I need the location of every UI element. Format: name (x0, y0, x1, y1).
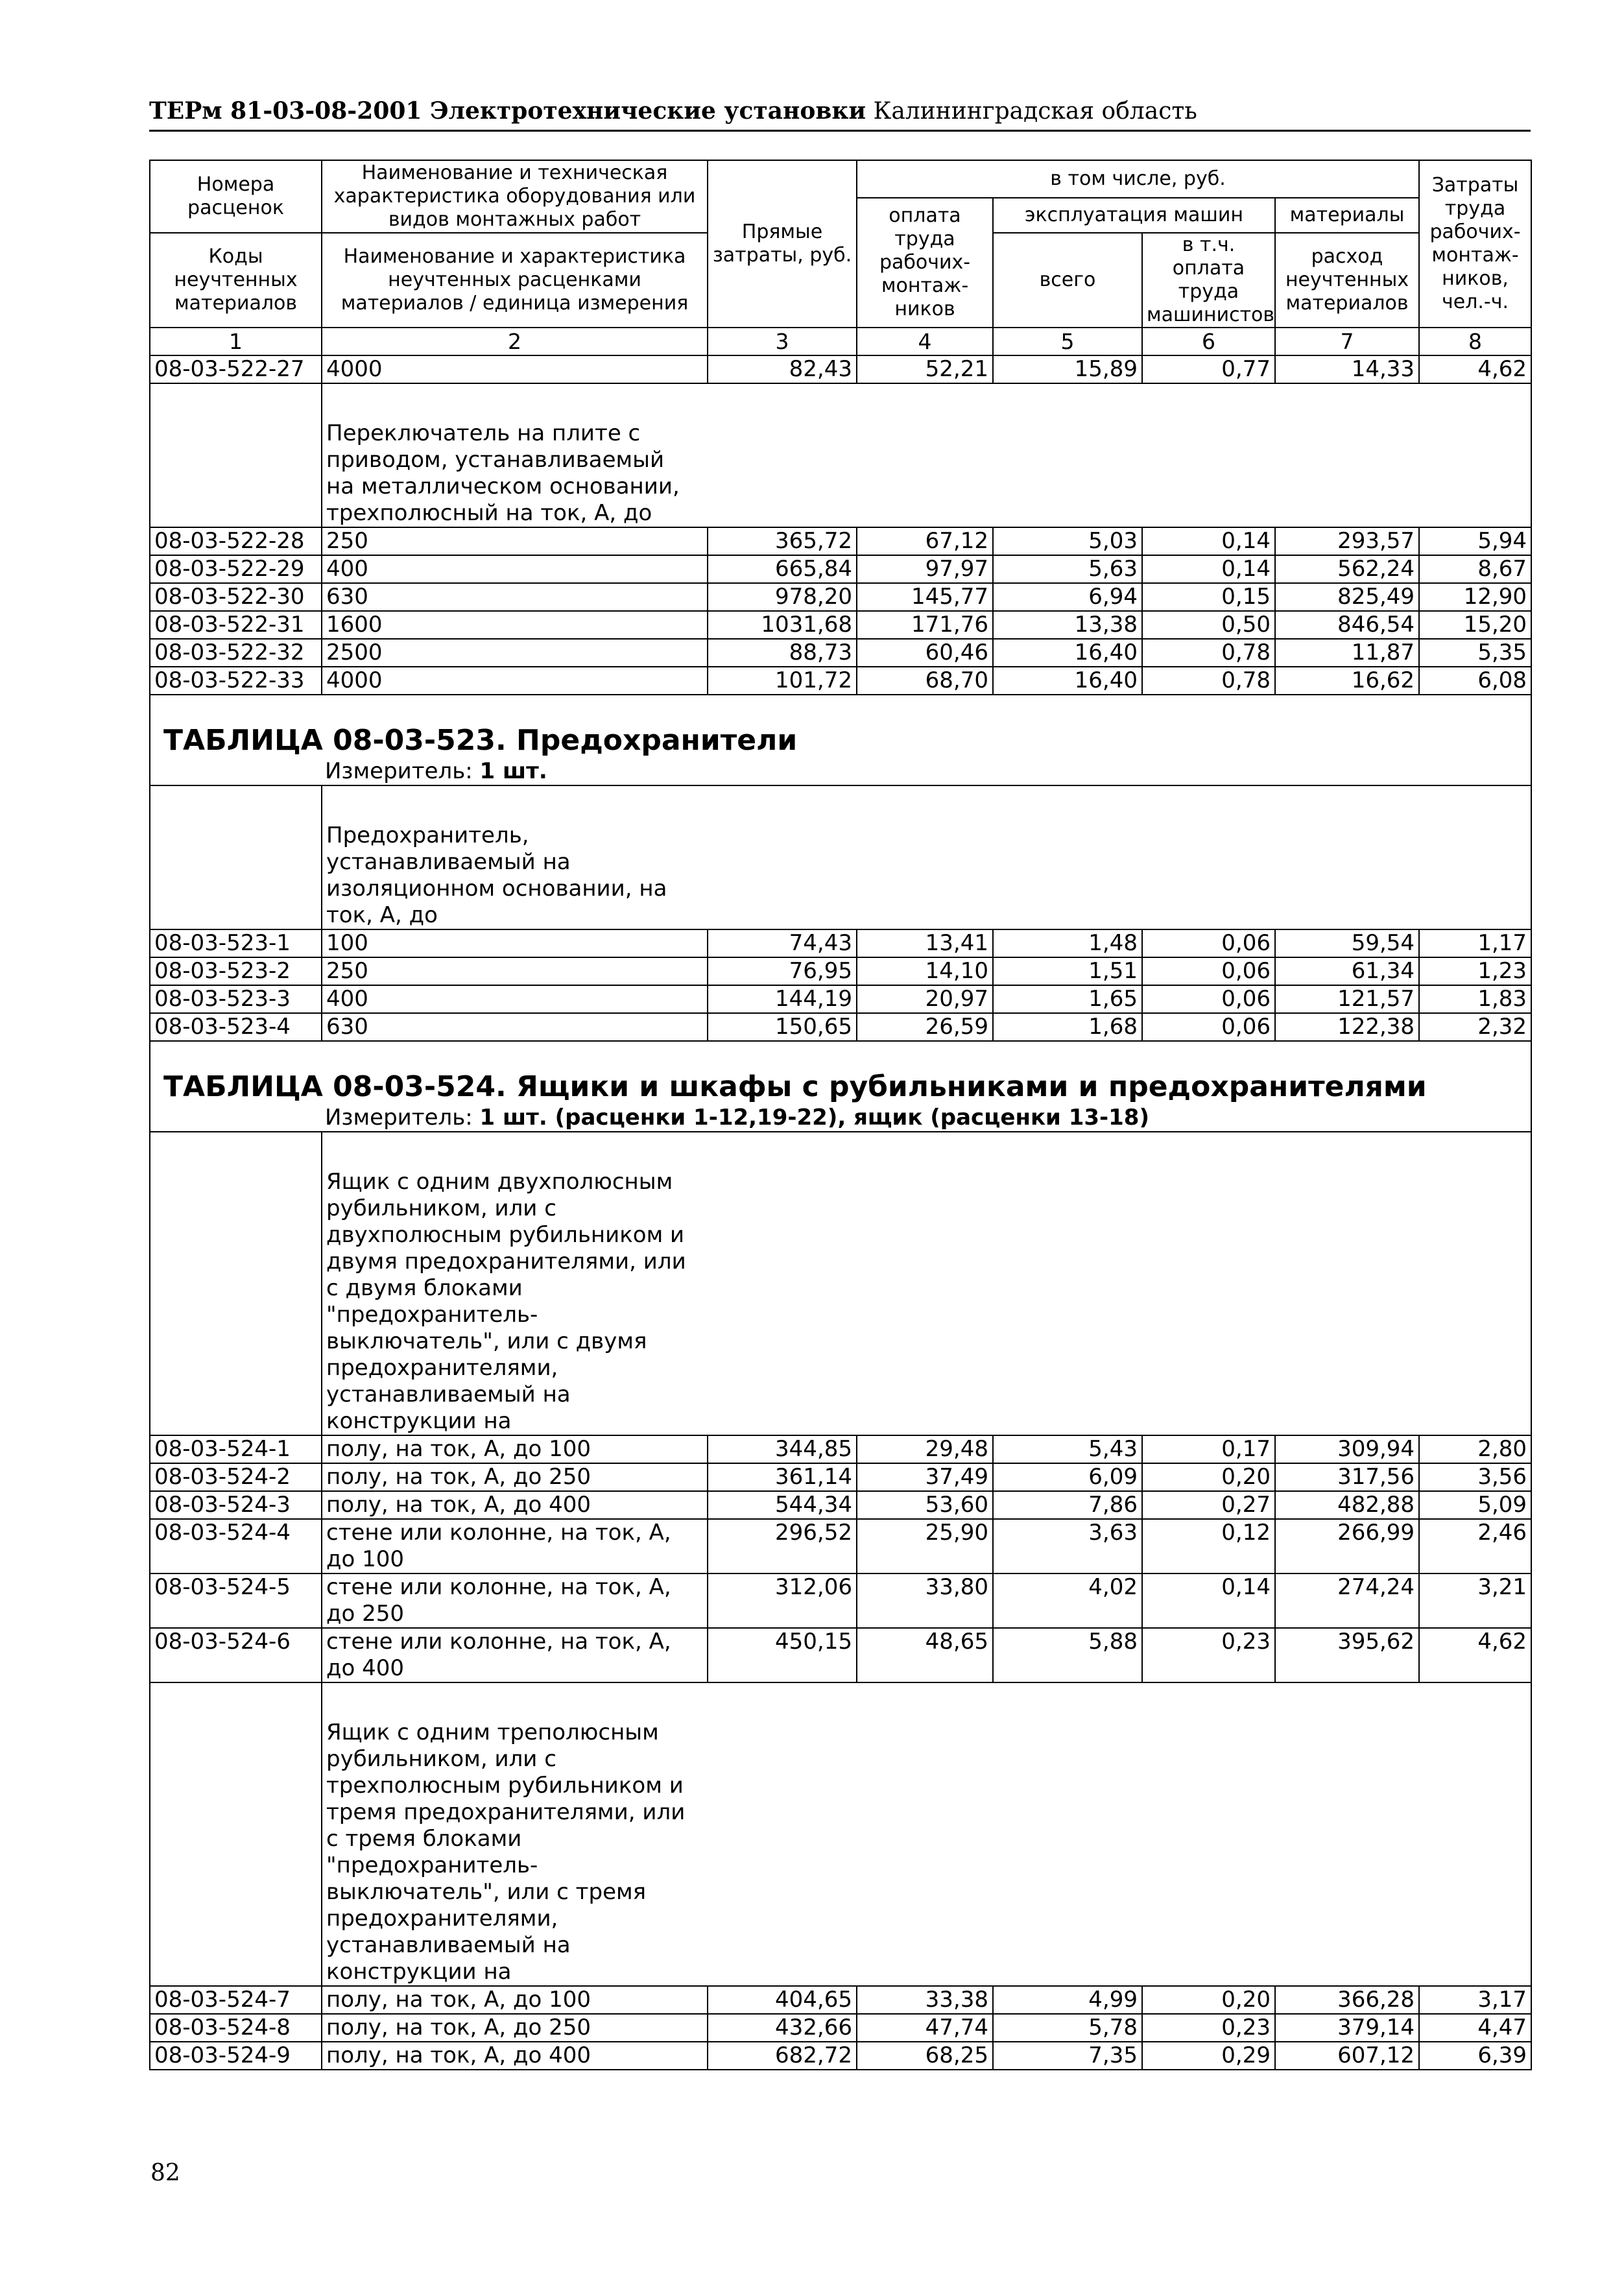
group-description: Ящик с одним двухполюсным рубильником, или с двухполюсным рубильником и двумя предохранителями, или с двумя блоками "предохранитель-выключатель", или с двумя предохранителями, устанавливаемый на конструкции на (326, 1169, 686, 1434)
table-row (150, 2014, 1531, 2042)
rate-value: 5,03 (993, 527, 1142, 555)
rate-value: 312,06 (708, 1573, 857, 1628)
rate-value: 12,90 (1419, 583, 1531, 611)
rate-value: 1,23 (1419, 957, 1531, 985)
table-row (150, 611, 1531, 639)
group-code-cell (150, 1132, 322, 1435)
table-title: ТАБЛИЦА 08-03-523. Предохранители (163, 724, 798, 757)
page-header (149, 97, 1531, 132)
rate-name: полу, на ток, А, до 100 (322, 1435, 708, 1463)
table-row (150, 929, 1531, 957)
rate-value: 1,51 (993, 957, 1142, 985)
rate-value: 1031,68 (708, 611, 857, 639)
table-row (150, 1628, 1531, 1682)
rate-name: 400 (322, 555, 708, 583)
rate-value: 6,39 (1419, 2042, 1531, 2070)
rate-name: полу, на ток, А, до 400 (322, 1491, 708, 1519)
rate-value: 395,62 (1275, 1628, 1419, 1682)
rate-value: 344,85 (708, 1435, 857, 1463)
rate-code: 08-03-523-2 (150, 957, 322, 985)
measure-value: 1 шт. (расценки 1-12,19-22), ящик (расценки 13-18) (479, 1105, 1149, 1131)
rate-code: 08-03-522-32 (150, 639, 322, 667)
rate-name: 250 (322, 527, 708, 555)
group-description: Предохранитель, устанавливаемый на изоляционном основании, на ток, А, до (326, 822, 667, 928)
rate-code: 08-03-524-3 (150, 1491, 322, 1519)
rate-value: 1,65 (993, 985, 1142, 1013)
rate-value: 16,40 (993, 639, 1142, 667)
column-number: 6 (1142, 328, 1275, 355)
table-row (150, 583, 1531, 611)
group-code-cell (150, 383, 322, 527)
rate-value: 14,33 (1275, 355, 1419, 383)
table-row (150, 1463, 1531, 1491)
rate-value: 0,20 (1142, 1463, 1275, 1491)
rate-value: 4,47 (1419, 2014, 1531, 2042)
column-number: 8 (1419, 328, 1531, 355)
rate-name: полу, на ток, А, до 100 (322, 1986, 708, 2014)
col-header-codes-top: Номера расценок (150, 160, 322, 233)
rate-value: 5,09 (1419, 1491, 1531, 1519)
table-row (150, 1573, 1531, 1628)
rate-value: 0,23 (1142, 2014, 1275, 2042)
group-code-cell (150, 1682, 322, 1986)
rate-value: 14,10 (857, 957, 993, 985)
measure-row (150, 1104, 1531, 1132)
rate-value: 266,99 (1275, 1519, 1419, 1573)
rate-value: 0,78 (1142, 667, 1275, 695)
rate-value: 144,19 (708, 985, 857, 1013)
col-header-labor-hours: Затраты труда рабочих-монтаж-ников, чел.-ч. (1419, 160, 1531, 328)
rate-value: 3,63 (993, 1519, 1142, 1573)
rate-value: 0,14 (1142, 555, 1275, 583)
rate-name: 4000 (322, 355, 708, 383)
rate-name: 4000 (322, 667, 708, 695)
rate-value: 33,80 (857, 1573, 993, 1628)
rate-value: 562,24 (1275, 555, 1419, 583)
table-row (150, 1435, 1531, 1463)
col-header-machines: эксплуатация машин (993, 198, 1275, 233)
rate-name: стене или колонне, на ток, А, до 100 (322, 1519, 708, 1573)
rate-value: 0,06 (1142, 1013, 1275, 1041)
section-title-row (150, 1057, 1531, 1104)
measure-unit (325, 1104, 1527, 1131)
table-row (150, 555, 1531, 583)
rate-code: 08-03-524-5 (150, 1573, 322, 1628)
rate-code: 08-03-524-1 (150, 1435, 322, 1463)
rate-code: 08-03-523-4 (150, 1013, 322, 1041)
col-header-name-top: Наименование и техническая характеристика оборудования или видов монтажных работ (322, 160, 708, 233)
rate-code: 08-03-524-2 (150, 1463, 322, 1491)
rate-value: 2,46 (1419, 1519, 1531, 1573)
rate-code: 08-03-524-8 (150, 2014, 322, 2042)
rate-value: 37,49 (857, 1463, 993, 1491)
rate-code: 08-03-522-33 (150, 667, 322, 695)
column-number: 1 (150, 328, 322, 355)
column-number: 4 (857, 328, 993, 355)
measure-value: 1 шт. (479, 758, 547, 784)
rate-value: 482,88 (1275, 1491, 1419, 1519)
rate-value: 0,77 (1142, 355, 1275, 383)
col-header-machinist-pay: в т.ч. оплата труда машинистов (1142, 233, 1275, 328)
rate-value: 59,54 (1275, 929, 1419, 957)
main-content (149, 160, 1531, 2070)
rate-value: 544,34 (708, 1491, 857, 1519)
rate-value: 5,35 (1419, 639, 1531, 667)
col-header-including: в том числе, руб. (857, 160, 1419, 198)
column-number: 7 (1275, 328, 1419, 355)
rate-value: 13,38 (993, 611, 1142, 639)
group-description: Переключатель на плите с приводом, устанавливаемый на металлическом основании, трехполюсный на ток, А, до (326, 420, 680, 526)
rate-name: 630 (322, 1013, 708, 1041)
rate-code: 08-03-522-31 (150, 611, 322, 639)
table-row (150, 527, 1531, 555)
column-number: 2 (322, 328, 708, 355)
rate-value: 0,12 (1142, 1519, 1275, 1573)
rate-code: 08-03-524-9 (150, 2042, 322, 2070)
rate-value: 4,02 (993, 1573, 1142, 1628)
rate-value: 47,74 (857, 2014, 993, 2042)
rate-value: 1,83 (1419, 985, 1531, 1013)
rate-name: полу, на ток, А, до 250 (322, 2014, 708, 2042)
column-number: 5 (993, 328, 1142, 355)
rate-value: 3,21 (1419, 1573, 1531, 1628)
group-description: Ящик с одним треполюсным рубильником, или с трехполюсным рубильником и тремя предохранителями, или с тремя блоками "предохранитель-выключатель", или с тремя предохранителями, устанавливаемый на конструкции на (326, 1719, 686, 1985)
measure-label: Измеритель: (325, 758, 473, 784)
col-header-materials: материалы (1275, 198, 1419, 233)
rate-value: 4,62 (1419, 1628, 1531, 1682)
rate-value: 3,17 (1419, 1986, 1531, 2014)
table-row (150, 639, 1531, 667)
rate-value: 20,97 (857, 985, 993, 1013)
rate-name: 2500 (322, 639, 708, 667)
rate-value: 0,14 (1142, 1573, 1275, 1628)
rate-value: 846,54 (1275, 611, 1419, 639)
rate-name: стене или колонне, на ток, А, до 250 (322, 1573, 708, 1628)
rate-value: 122,38 (1275, 1013, 1419, 1041)
rate-code: 08-03-523-1 (150, 929, 322, 957)
table-row (150, 1986, 1531, 2014)
rate-value: 379,14 (1275, 2014, 1419, 2042)
rate-value: 4,62 (1419, 355, 1531, 383)
rate-value: 101,72 (708, 667, 857, 695)
group-description-row (150, 1682, 1531, 1986)
rate-value: 48,65 (857, 1628, 993, 1682)
rate-value: 365,72 (708, 527, 857, 555)
table-body (150, 160, 1531, 2070)
rates-table (149, 160, 1532, 2070)
rate-value: 2,80 (1419, 1435, 1531, 1463)
rate-value: 15,20 (1419, 611, 1531, 639)
rate-value: 4,99 (993, 1986, 1142, 2014)
rate-code: 08-03-523-3 (150, 985, 322, 1013)
table-row (150, 1491, 1531, 1519)
rate-value: 665,84 (708, 555, 857, 583)
rate-value: 0,06 (1142, 929, 1275, 957)
rate-value: 16,40 (993, 667, 1142, 695)
rate-value: 8,67 (1419, 555, 1531, 583)
rate-value: 978,20 (708, 583, 857, 611)
rate-name: 400 (322, 985, 708, 1013)
rate-name: полу, на ток, А, до 250 (322, 1463, 708, 1491)
rate-value: 7,86 (993, 1491, 1142, 1519)
rate-value: 68,70 (857, 667, 993, 695)
rate-value: 0,17 (1142, 1435, 1275, 1463)
rate-value: 0,06 (1142, 957, 1275, 985)
table-row (150, 1519, 1531, 1573)
section-spacer (150, 695, 1531, 711)
rate-value: 0,20 (1142, 1986, 1275, 2014)
measure-unit (325, 758, 1527, 785)
rate-value: 0,23 (1142, 1628, 1275, 1682)
rate-name: 250 (322, 957, 708, 985)
rate-value: 0,27 (1142, 1491, 1275, 1519)
rate-name: стене или колонне, на ток, А, до 400 (322, 1628, 708, 1682)
rate-name: полу, на ток, А, до 400 (322, 2042, 708, 2070)
rate-code: 08-03-522-28 (150, 527, 322, 555)
rate-value: 309,94 (1275, 1435, 1419, 1463)
rate-value: 121,57 (1275, 985, 1419, 1013)
group-description-row (150, 383, 1531, 527)
rate-value: 5,94 (1419, 527, 1531, 555)
section-title-row (150, 711, 1531, 758)
rate-value: 67,12 (857, 527, 993, 555)
rate-value: 97,97 (857, 555, 993, 583)
table-title: ТАБЛИЦА 08-03-524. Ящики и шкафы с рубильниками и предохранителями (163, 1070, 1427, 1103)
table-row (150, 1013, 1531, 1041)
rate-value: 88,73 (708, 639, 857, 667)
rate-value: 682,72 (708, 2042, 857, 2070)
rate-code: 08-03-522-27 (150, 355, 322, 383)
rate-value: 26,59 (857, 1013, 993, 1041)
rate-value: 1,68 (993, 1013, 1142, 1041)
col-header-codes-bottom: Коды неучтенных материалов (150, 233, 322, 328)
rate-value: 366,28 (1275, 1986, 1419, 2014)
rate-value: 293,57 (1275, 527, 1419, 555)
group-code-cell (150, 785, 322, 929)
rate-value: 145,77 (857, 583, 993, 611)
column-number: 3 (708, 328, 857, 355)
rate-value: 1,17 (1419, 929, 1531, 957)
rate-code: 08-03-524-7 (150, 1986, 322, 2014)
rate-value: 52,21 (857, 355, 993, 383)
rate-value: 432,66 (708, 2014, 857, 2042)
col-header-material-use: расход неучтенных материалов (1275, 233, 1419, 328)
page-number: 82 (150, 2160, 180, 2186)
col-header-name-bottom: Наименование и характеристика неучтенных расценками материалов / единица измерения (322, 233, 708, 328)
rate-value: 6,09 (993, 1463, 1142, 1491)
column-numbers-row (150, 328, 1531, 355)
group-description-row (150, 785, 1531, 929)
rate-code: 08-03-522-29 (150, 555, 322, 583)
rate-value: 16,62 (1275, 667, 1419, 695)
rate-value: 13,41 (857, 929, 993, 957)
rate-value: 33,38 (857, 1986, 993, 2014)
rate-value: 404,65 (708, 1986, 857, 2014)
section-spacer (150, 1041, 1531, 1057)
rate-value: 361,14 (708, 1463, 857, 1491)
rate-value: 3,56 (1419, 1463, 1531, 1491)
rate-code: 08-03-524-6 (150, 1628, 322, 1682)
rate-value: 274,24 (1275, 1573, 1419, 1628)
rate-value: 74,43 (708, 929, 857, 957)
rate-name: 100 (322, 929, 708, 957)
rate-value: 0,15 (1142, 583, 1275, 611)
rate-name: 1600 (322, 611, 708, 639)
rate-value: 607,12 (1275, 2042, 1419, 2070)
rate-value: 171,76 (857, 611, 993, 639)
table-row (150, 985, 1531, 1013)
rate-value: 0,29 (1142, 2042, 1275, 2070)
rate-value: 6,94 (993, 583, 1142, 611)
col-header-direct-costs: Прямые затраты, руб. (708, 160, 857, 328)
col-header-worker-pay: оплата труда рабочих-монтаж-ников (857, 198, 993, 328)
rate-value: 0,50 (1142, 611, 1275, 639)
measure-row (150, 758, 1531, 785)
header-region: Калининградская область (873, 98, 1197, 125)
rate-value: 0,78 (1142, 639, 1275, 667)
rate-value: 2,32 (1419, 1013, 1531, 1041)
rate-value: 5,88 (993, 1628, 1142, 1682)
group-description-row (150, 1132, 1531, 1435)
rate-value: 60,46 (857, 639, 993, 667)
rate-value: 296,52 (708, 1519, 857, 1573)
header-title: ТЕРм 81-03-08-2001 Электротехнические установки (149, 97, 866, 125)
rate-value: 5,43 (993, 1435, 1142, 1463)
rate-value: 0,06 (1142, 985, 1275, 1013)
rate-value: 29,48 (857, 1435, 993, 1463)
rate-value: 150,65 (708, 1013, 857, 1041)
rate-value: 5,63 (993, 555, 1142, 583)
rate-value: 7,35 (993, 2042, 1142, 2070)
rate-name: 630 (322, 583, 708, 611)
rate-value: 68,25 (857, 2042, 993, 2070)
rate-value: 825,49 (1275, 583, 1419, 611)
table-row (150, 667, 1531, 695)
col-header-machines-total: всего (993, 233, 1142, 328)
rate-value: 5,78 (993, 2014, 1142, 2042)
rate-value: 450,15 (708, 1628, 857, 1682)
rate-code: 08-03-524-4 (150, 1519, 322, 1573)
table-row (150, 2042, 1531, 2070)
rate-value: 82,43 (708, 355, 857, 383)
rate-value: 15,89 (993, 355, 1142, 383)
rate-value: 6,08 (1419, 667, 1531, 695)
rate-value: 76,95 (708, 957, 857, 985)
rate-value: 25,90 (857, 1519, 993, 1573)
rate-value: 11,87 (1275, 639, 1419, 667)
rate-value: 0,14 (1142, 527, 1275, 555)
measure-label: Измеритель: (325, 1105, 473, 1131)
rate-value: 61,34 (1275, 957, 1419, 985)
rate-value: 317,56 (1275, 1463, 1419, 1491)
rate-value: 1,48 (993, 929, 1142, 957)
rate-code: 08-03-522-30 (150, 583, 322, 611)
rate-value: 53,60 (857, 1491, 993, 1519)
table-row (150, 355, 1531, 383)
table-row (150, 957, 1531, 985)
